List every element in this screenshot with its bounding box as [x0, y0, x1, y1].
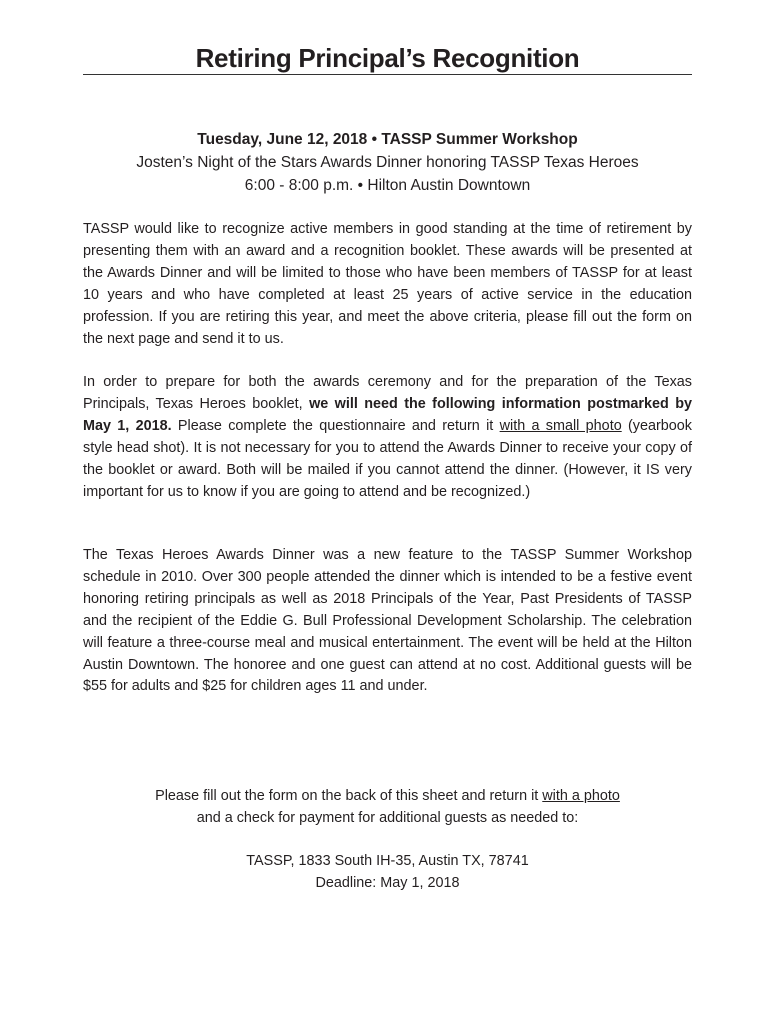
- page-title: Retiring Principal’s Recognition: [195, 43, 580, 73]
- paragraph-eligibility: TASSP would like to recognize active members in good standing at the time of retirement by presenting them with an award and a recognition booklet. These awards will be presented at the Awards Dinner and will be limited to those who have been members of TASSP for at least 10 years and who have completed at least 25 years of active service in the education profession. If you are retiring this year, and meet the above criteria, please fill out the form on the next page and send it to us.: [83, 221, 692, 347]
- paragraph-dinner-description: The Texas Heroes Awards Dinner was a new feature to the TASSP Summer Workshop schedule in 2010. Over 300 people attended the dinner which is intended to be a festive event honoring retiring principals as well as 2018 Principals of the Year, Past Presidents of TASSP and the recipient of the Eddie G. Bull Professional Development Scholarship. The celebration will feature a three-course meal and musical entertainment. The event will be held at the Hilton Austin Downtown. The honoree and one guest can attend at no cost. Additional guests will be $55 for adults and $25 for children ages 11 and under.: [83, 547, 692, 695]
- with-photo-emphasis: with a photo: [542, 788, 620, 804]
- paragraph-2-text-c: (yearbook style head shot). It is not necessary for you to attend the Awards Dinner to receive your copy of the booklet or award. Both will be mailed if you cannot attend the dinner. (However, it IS very important for us to know if you are going to attend and be recognized.): [83, 417, 692, 500]
- event-details: [83, 128, 692, 197]
- event-date-line: Tuesday, June 12, 2018 • TASSP Summer Workshop: [197, 131, 578, 148]
- closing-text: Please fill out the form on the back of this sheet and return it: [155, 788, 543, 804]
- closing-line-2: and a check for payment for additional guests as needed to:: [196, 810, 579, 826]
- deadline: Deadline: May 1, 2018: [315, 875, 460, 891]
- paragraph-information-request: [83, 372, 692, 503]
- closing-line-1: [83, 785, 692, 807]
- paragraph-2-text-a: In order to prepare for both the awards ceremony and for the preparation of the Texas Principals, Texas Heroes booklet,: [83, 374, 692, 412]
- mailing-address: TASSP, 1833 South IH-35, Austin TX, 78741: [246, 853, 529, 869]
- title-underline-divider: [83, 74, 692, 75]
- postmark-deadline-emphasis: we will need the following information postmarked by May 1, 2018.: [83, 395, 692, 434]
- closing-instructions: [83, 785, 692, 829]
- mailing-address-block: [83, 850, 692, 894]
- event-time-venue-line: 6:00 - 8:00 p.m. • Hilton Austin Downtown: [244, 177, 531, 194]
- paragraph-2-text-b: Please complete the questionnaire and return it: [171, 417, 500, 434]
- small-photo-emphasis: with a small photo: [499, 417, 622, 434]
- event-dinner-line: Josten’s Night of the Stars Awards Dinner honoring TASSP Texas Heroes: [136, 154, 639, 171]
